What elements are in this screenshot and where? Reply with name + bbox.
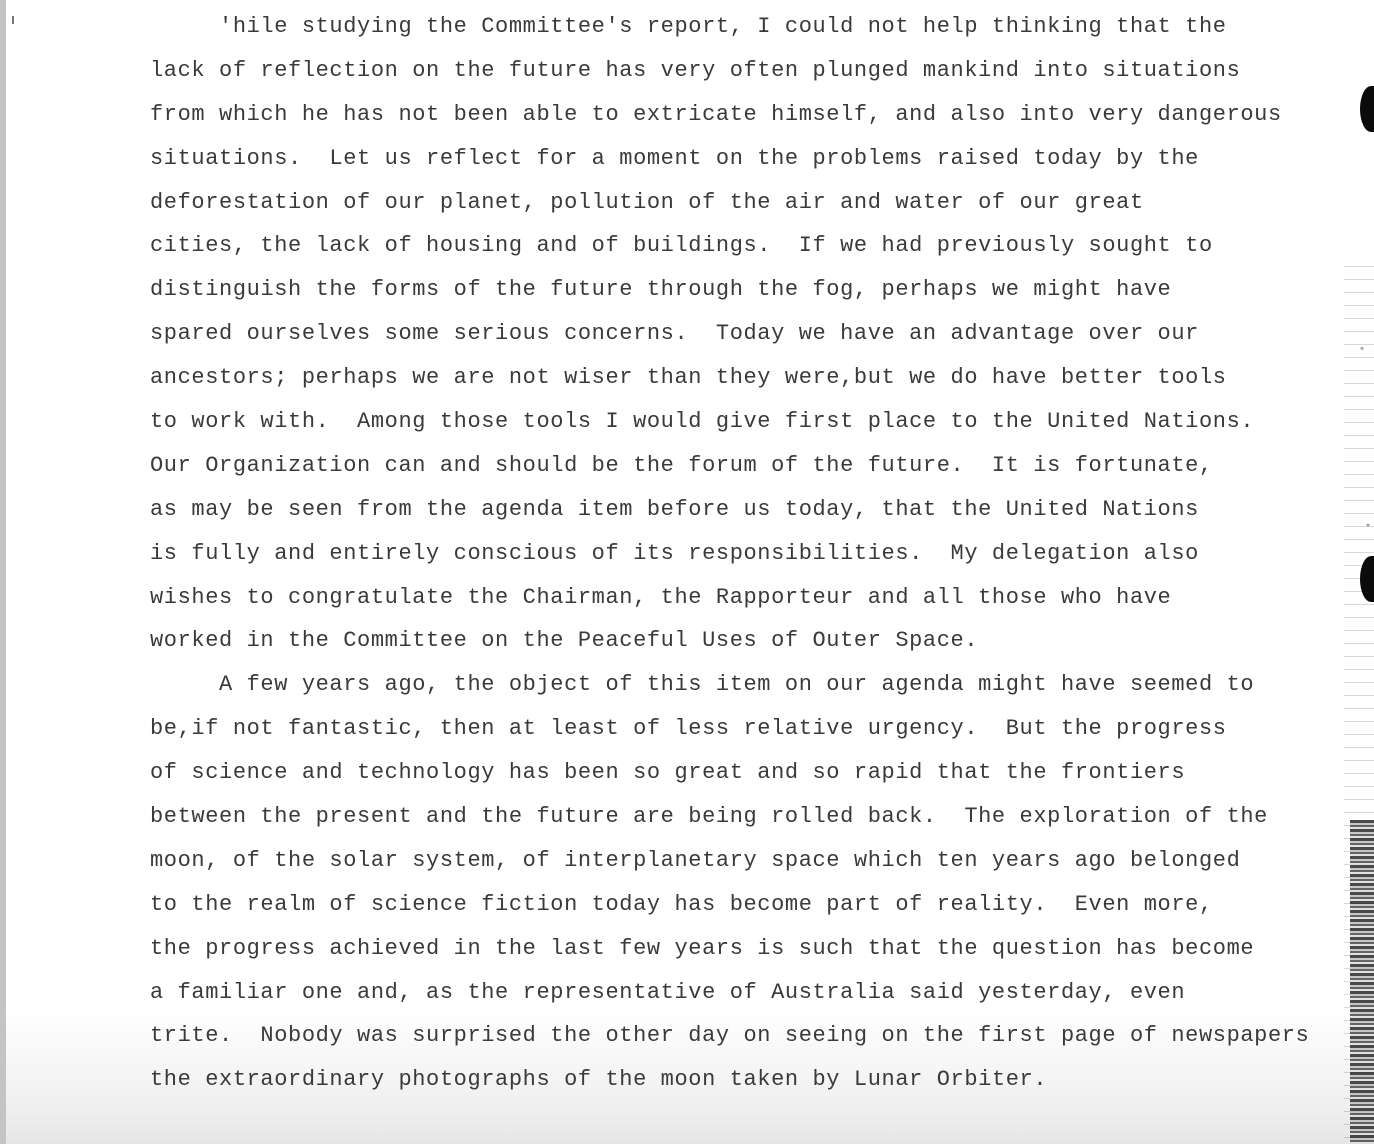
text-line: deforestation of our planet, pollution of the air and water of our great [150, 189, 1144, 215]
text-line: distinguish the forms of the future through the fog, perhaps we might have [150, 277, 1172, 303]
text-line: Our Organization can and should be the forum of the future. It is fortunate, [150, 452, 1213, 478]
text-line: lack of reflection on the future has very often plunged mankind into situations [150, 57, 1241, 83]
typewritten-text-body [150, 0, 1350, 1102]
text-line: situations. Let us reflect for a moment on the problems raised today by the [150, 145, 1199, 171]
text-line: the extraordinary photographs of the moon taken by Lunar Orbiter. [150, 1067, 1048, 1093]
text-line: be,if not fantastic, then at least of less relative urgency. But the progress [150, 716, 1227, 742]
text-line: from which he has not been able to extricate himself, and also into very dangerous [150, 101, 1282, 127]
punch-hole-top [1360, 86, 1374, 132]
text-line: a familiar one and, as the representative of Australia said yesterday, even [150, 979, 1186, 1005]
text-line: wishes to congratulate the Chairman, the Rapporteur and all those who have [150, 584, 1172, 610]
text-line: A few years ago, the object of this item on our agenda might have seemed to [150, 672, 1255, 698]
text-line: spared ourselves some serious concerns. Today we have an advantage over our [150, 321, 1199, 347]
text-line: of science and technology has been so great and so rapid that the frontiers [150, 760, 1186, 786]
text-line: ancestors; perhaps we are not wiser than they were,but we do have better tools [150, 365, 1227, 391]
text-line: 'hile studying the Committee's report, I could not help thinking that the [150, 14, 1227, 39]
scan-noise-strip-dense [1350, 820, 1374, 1144]
text-line: trite. Nobody was surprised the other day on seeing on the first page of newspapers [150, 1023, 1310, 1049]
text-line: as may be seen from the agenda item before us today, that the United Nations [150, 496, 1199, 522]
page-left-edge [0, 0, 6, 1144]
text-line: to the realm of science fiction today has become part of reality. Even more, [150, 891, 1213, 917]
text-line: is fully and entirely conscious of its responsibilities. My delegation also [150, 540, 1199, 566]
text-line: cities, the lack of housing and of buildings. If we had previously sought to [150, 233, 1213, 259]
text-line: the progress achieved in the last few years is such that the question has become [150, 935, 1255, 961]
text-line: moon, of the solar system, of interplanetary space which ten years ago belonged [150, 847, 1241, 873]
text-line: to work with. Among those tools I would give first place to the United Nations. [150, 409, 1255, 435]
text-line: between the present and the future are being rolled back. The exploration of the [150, 804, 1268, 830]
text-line: worked in the Committee on the Peaceful Uses of Outer Space. [150, 628, 979, 654]
left-margin-mark [12, 16, 14, 24]
